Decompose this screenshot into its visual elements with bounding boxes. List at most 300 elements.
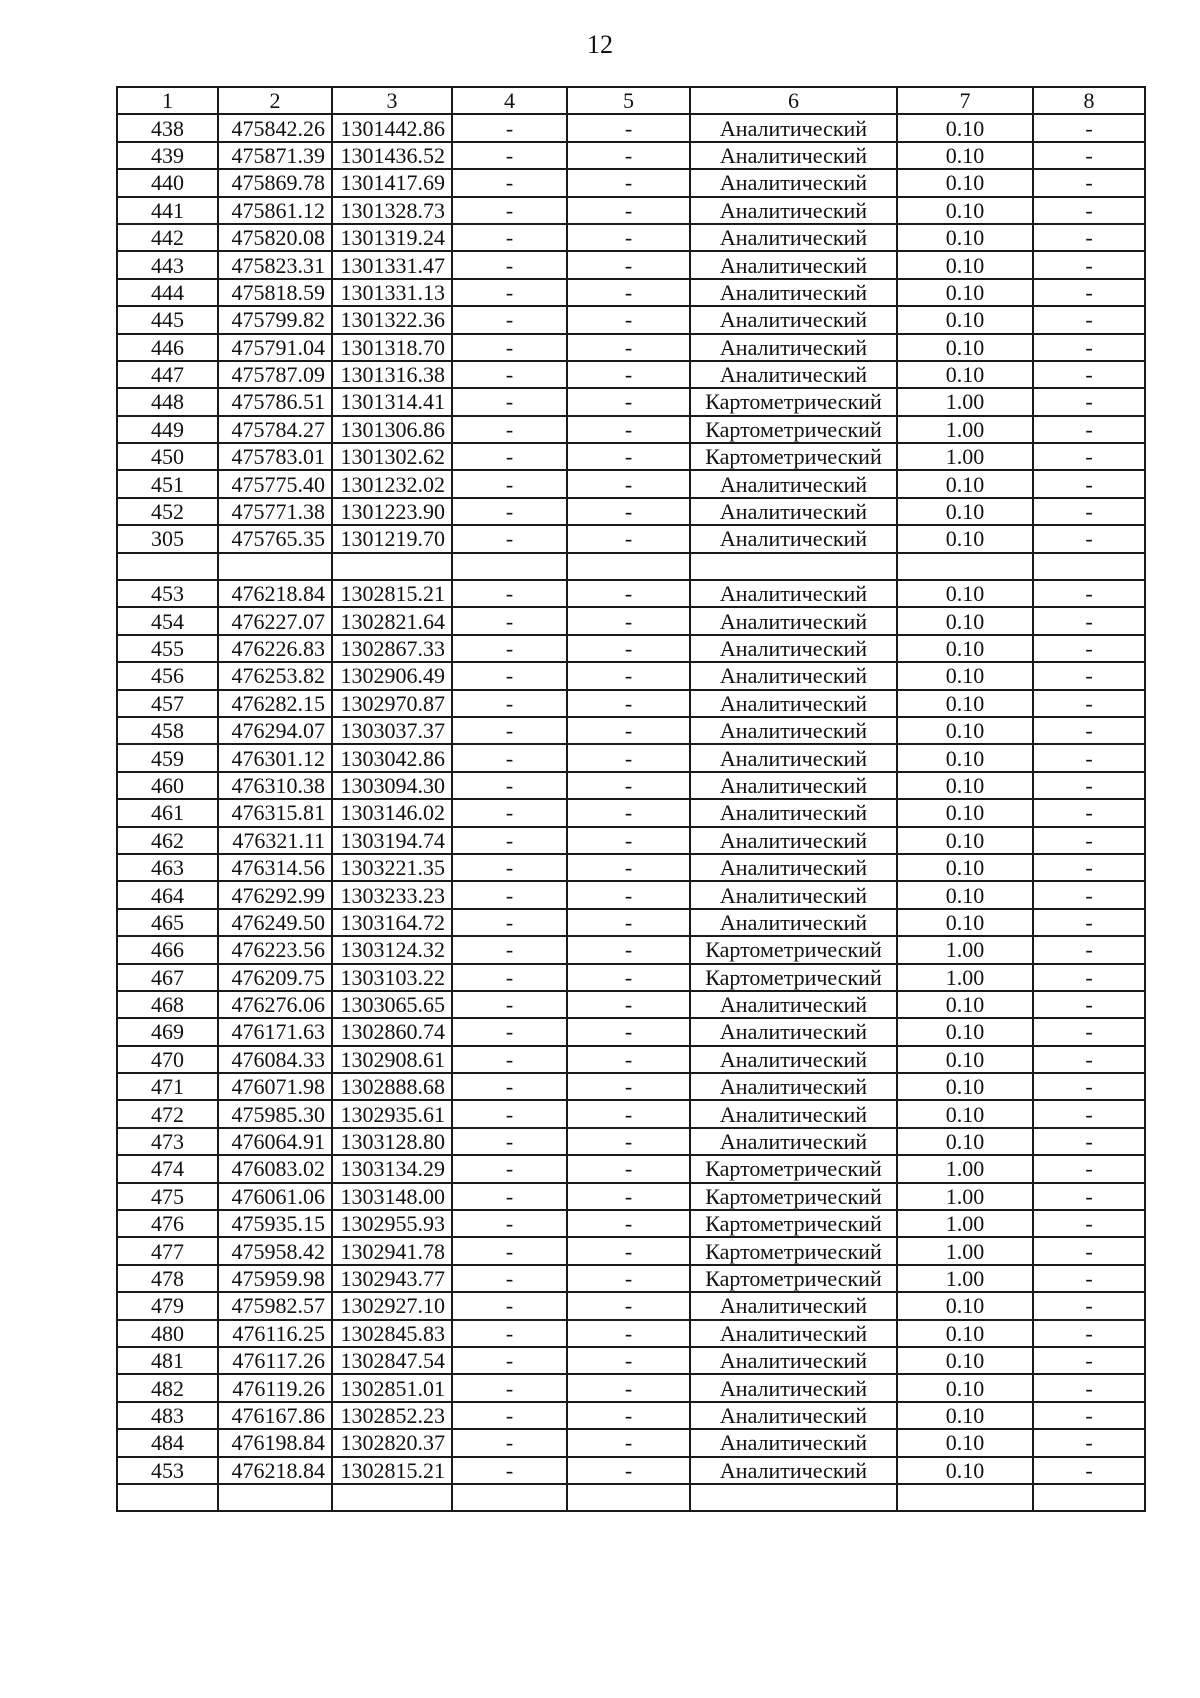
col-8-cell: - bbox=[1033, 306, 1145, 333]
point-number-cell: 484 bbox=[117, 1429, 218, 1456]
y-coordinate-cell: 1301316.38 bbox=[332, 361, 452, 388]
col-8-cell: - bbox=[1033, 197, 1145, 224]
method-cell: Аналитический bbox=[690, 1347, 897, 1374]
point-number-cell: 462 bbox=[117, 827, 218, 854]
col-5-cell: - bbox=[567, 1155, 690, 1182]
x-coordinate-cell: 476218.84 bbox=[218, 1457, 332, 1484]
table-row bbox=[117, 279, 1145, 306]
precision-cell: 0.10 bbox=[897, 580, 1033, 607]
col-5-cell: - bbox=[567, 827, 690, 854]
precision-cell: 0.10 bbox=[897, 772, 1033, 799]
point-number-cell: 475 bbox=[117, 1183, 218, 1210]
column-header-7: 7 bbox=[897, 87, 1033, 114]
col-4-cell: - bbox=[452, 936, 567, 963]
col-5-cell: - bbox=[567, 1046, 690, 1073]
col-4-cell: - bbox=[452, 251, 567, 278]
x-coordinate-cell bbox=[218, 1484, 332, 1511]
x-coordinate-cell: 476209.75 bbox=[218, 964, 332, 991]
table-row bbox=[117, 251, 1145, 278]
col-8-cell: - bbox=[1033, 1320, 1145, 1347]
point-number-cell: 458 bbox=[117, 717, 218, 744]
col-4-cell: - bbox=[452, 279, 567, 306]
x-coordinate-cell: 476314.56 bbox=[218, 854, 332, 881]
x-coordinate-cell: 476117.26 bbox=[218, 1347, 332, 1374]
col-8-cell: - bbox=[1033, 334, 1145, 361]
y-coordinate-cell: 1303065.65 bbox=[332, 991, 452, 1018]
col-5-cell: - bbox=[567, 1210, 690, 1237]
precision-cell: 0.10 bbox=[897, 142, 1033, 169]
x-coordinate-cell: 476064.91 bbox=[218, 1128, 332, 1155]
precision-cell: 0.10 bbox=[897, 525, 1033, 552]
x-coordinate-cell: 475958.42 bbox=[218, 1237, 332, 1264]
col-8-cell: - bbox=[1033, 498, 1145, 525]
table-row bbox=[117, 744, 1145, 771]
point-number-cell: 476 bbox=[117, 1210, 218, 1237]
method-cell: Аналитический bbox=[690, 1429, 897, 1456]
col-5-cell: - bbox=[567, 1265, 690, 1292]
col-4-cell: - bbox=[452, 306, 567, 333]
column-header-6: 6 bbox=[690, 87, 897, 114]
col-4-cell bbox=[452, 1484, 567, 1511]
method-cell: Картометрический bbox=[690, 1183, 897, 1210]
x-coordinate-cell: 475786.51 bbox=[218, 388, 332, 415]
precision-cell: 0.10 bbox=[897, 1046, 1033, 1073]
table-row bbox=[117, 114, 1145, 141]
y-coordinate-cell bbox=[332, 1484, 452, 1511]
col-4-cell: - bbox=[452, 443, 567, 470]
col-8-cell: - bbox=[1033, 1210, 1145, 1237]
x-coordinate-cell: 476226.83 bbox=[218, 635, 332, 662]
col-5-cell: - bbox=[567, 964, 690, 991]
point-number-cell: 446 bbox=[117, 334, 218, 361]
method-cell: Аналитический bbox=[690, 1073, 897, 1100]
col-4-cell: - bbox=[452, 854, 567, 881]
table-row bbox=[117, 142, 1145, 169]
precision-cell: 0.10 bbox=[897, 1100, 1033, 1127]
precision-cell: 0.10 bbox=[897, 470, 1033, 497]
point-number-cell: 451 bbox=[117, 470, 218, 497]
x-coordinate-cell: 476084.33 bbox=[218, 1046, 332, 1073]
table-row bbox=[117, 1128, 1145, 1155]
y-coordinate-cell: 1301318.70 bbox=[332, 334, 452, 361]
y-coordinate-cell: 1302935.61 bbox=[332, 1100, 452, 1127]
precision-cell: 0.10 bbox=[897, 1128, 1033, 1155]
col-8-cell: - bbox=[1033, 1265, 1145, 1292]
col-8-cell: - bbox=[1033, 1237, 1145, 1264]
col-8-cell: - bbox=[1033, 607, 1145, 634]
method-cell: Аналитический bbox=[690, 197, 897, 224]
x-coordinate-cell: 476116.25 bbox=[218, 1320, 332, 1347]
precision-cell: 0.10 bbox=[897, 114, 1033, 141]
point-number-cell: 473 bbox=[117, 1128, 218, 1155]
method-cell: Картометрический bbox=[690, 1237, 897, 1264]
col-5-cell bbox=[567, 553, 690, 580]
col-5-cell: - bbox=[567, 498, 690, 525]
method-cell: Картометрический bbox=[690, 388, 897, 415]
method-cell: Аналитический bbox=[690, 525, 897, 552]
col-8-cell: - bbox=[1033, 1374, 1145, 1401]
col-4-cell: - bbox=[452, 909, 567, 936]
method-cell: Аналитический bbox=[690, 224, 897, 251]
table-row bbox=[117, 799, 1145, 826]
method-cell: Аналитический bbox=[690, 580, 897, 607]
method-cell: Аналитический bbox=[690, 1402, 897, 1429]
x-coordinate-cell: 476292.99 bbox=[218, 881, 332, 908]
col-8-cell: - bbox=[1033, 1402, 1145, 1429]
method-cell: Аналитический bbox=[690, 169, 897, 196]
y-coordinate-cell: 1303094.30 bbox=[332, 772, 452, 799]
point-number-cell: 440 bbox=[117, 169, 218, 196]
point-number-cell: 472 bbox=[117, 1100, 218, 1127]
y-coordinate-cell: 1302955.93 bbox=[332, 1210, 452, 1237]
point-number-cell: 456 bbox=[117, 662, 218, 689]
col-8-cell: - bbox=[1033, 388, 1145, 415]
col-5-cell: - bbox=[567, 717, 690, 744]
method-cell: Картометрический bbox=[690, 443, 897, 470]
method-cell: Картометрический bbox=[690, 1155, 897, 1182]
x-coordinate-cell: 475775.40 bbox=[218, 470, 332, 497]
y-coordinate-cell: 1302908.61 bbox=[332, 1046, 452, 1073]
y-coordinate-cell: 1301232.02 bbox=[332, 470, 452, 497]
col-4-cell: - bbox=[452, 1073, 567, 1100]
col-5-cell: - bbox=[567, 662, 690, 689]
precision-cell: 0.10 bbox=[897, 1374, 1033, 1401]
col-5-cell: - bbox=[567, 1457, 690, 1484]
col-8-cell: - bbox=[1033, 1347, 1145, 1374]
col-4-cell: - bbox=[452, 607, 567, 634]
col-8-cell: - bbox=[1033, 964, 1145, 991]
method-cell bbox=[690, 1484, 897, 1511]
col-4-cell: - bbox=[452, 1018, 567, 1045]
col-5-cell: - bbox=[567, 854, 690, 881]
precision-cell: 0.10 bbox=[897, 334, 1033, 361]
point-number-cell: 454 bbox=[117, 607, 218, 634]
column-header-4: 4 bbox=[452, 87, 567, 114]
point-number-cell: 478 bbox=[117, 1265, 218, 1292]
point-number-cell: 482 bbox=[117, 1374, 218, 1401]
col-4-cell: - bbox=[452, 964, 567, 991]
y-coordinate-cell: 1301442.86 bbox=[332, 114, 452, 141]
y-coordinate-cell: 1302906.49 bbox=[332, 662, 452, 689]
col-4-cell: - bbox=[452, 1292, 567, 1319]
method-cell: Картометрический bbox=[690, 1210, 897, 1237]
col-8-cell: - bbox=[1033, 470, 1145, 497]
point-number-cell: 439 bbox=[117, 142, 218, 169]
method-cell: Аналитический bbox=[690, 799, 897, 826]
col-8-cell: - bbox=[1033, 799, 1145, 826]
method-cell: Аналитический bbox=[690, 114, 897, 141]
point-number-cell: 443 bbox=[117, 251, 218, 278]
x-coordinate-cell: 475791.04 bbox=[218, 334, 332, 361]
method-cell: Аналитический bbox=[690, 1128, 897, 1155]
x-coordinate-cell: 476253.82 bbox=[218, 662, 332, 689]
point-number-cell: 460 bbox=[117, 772, 218, 799]
col-8-cell: - bbox=[1033, 443, 1145, 470]
col-8-cell: - bbox=[1033, 991, 1145, 1018]
point-number-cell: 459 bbox=[117, 744, 218, 771]
col-4-cell: - bbox=[452, 1320, 567, 1347]
method-cell: Аналитический bbox=[690, 142, 897, 169]
precision-cell: 0.10 bbox=[897, 991, 1033, 1018]
method-cell: Аналитический bbox=[690, 690, 897, 717]
point-number-cell: 471 bbox=[117, 1073, 218, 1100]
col-4-cell: - bbox=[452, 1374, 567, 1401]
col-4-cell: - bbox=[452, 881, 567, 908]
y-coordinate-cell: 1303194.74 bbox=[332, 827, 452, 854]
y-coordinate-cell: 1301328.73 bbox=[332, 197, 452, 224]
col-4-cell: - bbox=[452, 1265, 567, 1292]
x-coordinate-cell: 476071.98 bbox=[218, 1073, 332, 1100]
x-coordinate-cell: 476198.84 bbox=[218, 1429, 332, 1456]
point-number-cell: 452 bbox=[117, 498, 218, 525]
col-5-cell: - bbox=[567, 279, 690, 306]
point-number-cell bbox=[117, 1484, 218, 1511]
x-coordinate-cell: 476167.86 bbox=[218, 1402, 332, 1429]
x-coordinate-cell: 476301.12 bbox=[218, 744, 332, 771]
col-8-cell: - bbox=[1033, 827, 1145, 854]
table-row bbox=[117, 580, 1145, 607]
table-row bbox=[117, 1210, 1145, 1237]
table-body bbox=[117, 87, 1145, 1511]
y-coordinate-cell: 1301331.47 bbox=[332, 251, 452, 278]
col-4-cell: - bbox=[452, 1128, 567, 1155]
col-4-cell: - bbox=[452, 1237, 567, 1264]
col-4-cell: - bbox=[452, 1210, 567, 1237]
precision-cell: 1.00 bbox=[897, 388, 1033, 415]
method-cell: Аналитический bbox=[690, 498, 897, 525]
col-8-cell: - bbox=[1033, 1155, 1145, 1182]
table-row bbox=[117, 717, 1145, 744]
x-coordinate-cell: 475799.82 bbox=[218, 306, 332, 333]
table-row bbox=[117, 772, 1145, 799]
precision-cell: 0.10 bbox=[897, 799, 1033, 826]
precision-cell: 0.10 bbox=[897, 1292, 1033, 1319]
x-coordinate-cell: 476294.07 bbox=[218, 717, 332, 744]
col-5-cell: - bbox=[567, 580, 690, 607]
x-coordinate-cell: 476315.81 bbox=[218, 799, 332, 826]
table-row bbox=[117, 1265, 1145, 1292]
x-coordinate-cell: 476321.11 bbox=[218, 827, 332, 854]
col-8-cell: - bbox=[1033, 717, 1145, 744]
x-coordinate-cell: 475784.27 bbox=[218, 416, 332, 443]
point-number-cell: 465 bbox=[117, 909, 218, 936]
col-5-cell: - bbox=[567, 690, 690, 717]
method-cell: Аналитический bbox=[690, 662, 897, 689]
col-5-cell: - bbox=[567, 114, 690, 141]
precision-cell: 0.10 bbox=[897, 1402, 1033, 1429]
col-8-cell bbox=[1033, 1484, 1145, 1511]
y-coordinate-cell: 1302860.74 bbox=[332, 1018, 452, 1045]
method-cell: Аналитический bbox=[690, 1457, 897, 1484]
y-coordinate-cell: 1302941.78 bbox=[332, 1237, 452, 1264]
col-4-cell: - bbox=[452, 334, 567, 361]
col-5-cell: - bbox=[567, 799, 690, 826]
col-4-cell: - bbox=[452, 991, 567, 1018]
col-5-cell: - bbox=[567, 744, 690, 771]
method-cell: Аналитический bbox=[690, 1292, 897, 1319]
col-8-cell: - bbox=[1033, 662, 1145, 689]
x-coordinate-cell: 476276.06 bbox=[218, 991, 332, 1018]
method-cell: Аналитический bbox=[690, 772, 897, 799]
table-row bbox=[117, 553, 1145, 580]
precision-cell: 1.00 bbox=[897, 964, 1033, 991]
table-row bbox=[117, 1018, 1145, 1045]
method-cell: Аналитический bbox=[690, 909, 897, 936]
col-8-cell: - bbox=[1033, 936, 1145, 963]
col-5-cell: - bbox=[567, 991, 690, 1018]
col-8-cell: - bbox=[1033, 416, 1145, 443]
col-5-cell: - bbox=[567, 443, 690, 470]
col-8-cell: - bbox=[1033, 1100, 1145, 1127]
x-coordinate-cell: 476119.26 bbox=[218, 1374, 332, 1401]
table-row bbox=[117, 1457, 1145, 1484]
x-coordinate-cell: 475861.12 bbox=[218, 197, 332, 224]
precision-cell: 0.10 bbox=[897, 1018, 1033, 1045]
col-8-cell: - bbox=[1033, 881, 1145, 908]
x-coordinate-cell: 475818.59 bbox=[218, 279, 332, 306]
col-4-cell: - bbox=[452, 1183, 567, 1210]
col-5-cell: - bbox=[567, 1073, 690, 1100]
method-cell: Аналитический bbox=[690, 717, 897, 744]
column-header-1: 1 bbox=[117, 87, 218, 114]
column-header-8: 8 bbox=[1033, 87, 1145, 114]
col-4-cell: - bbox=[452, 827, 567, 854]
col-5-cell: - bbox=[567, 388, 690, 415]
y-coordinate-cell: 1301314.41 bbox=[332, 388, 452, 415]
y-coordinate-cell: 1302820.37 bbox=[332, 1429, 452, 1456]
col-5-cell: - bbox=[567, 169, 690, 196]
col-8-cell: - bbox=[1033, 114, 1145, 141]
col-4-cell: - bbox=[452, 690, 567, 717]
precision-cell: 0.10 bbox=[897, 827, 1033, 854]
point-number-cell: 479 bbox=[117, 1292, 218, 1319]
col-8-cell: - bbox=[1033, 361, 1145, 388]
method-cell: Картометрический bbox=[690, 416, 897, 443]
col-5-cell: - bbox=[567, 1237, 690, 1264]
point-number-cell: 483 bbox=[117, 1402, 218, 1429]
table-row bbox=[117, 498, 1145, 525]
precision-cell: 0.10 bbox=[897, 635, 1033, 662]
col-4-cell: - bbox=[452, 197, 567, 224]
col-5-cell: - bbox=[567, 1128, 690, 1155]
y-coordinate-cell: 1303103.22 bbox=[332, 964, 452, 991]
col-5-cell: - bbox=[567, 525, 690, 552]
col-5-cell: - bbox=[567, 142, 690, 169]
x-coordinate-cell: 476249.50 bbox=[218, 909, 332, 936]
method-cell: Аналитический bbox=[690, 279, 897, 306]
table-row bbox=[117, 224, 1145, 251]
col-8-cell: - bbox=[1033, 1128, 1145, 1155]
col-8-cell: - bbox=[1033, 279, 1145, 306]
col-8-cell: - bbox=[1033, 854, 1145, 881]
col-4-cell: - bbox=[452, 1046, 567, 1073]
method-cell: Аналитический bbox=[690, 1320, 897, 1347]
table-row bbox=[117, 936, 1145, 963]
col-8-cell bbox=[1033, 553, 1145, 580]
y-coordinate-cell: 1301436.52 bbox=[332, 142, 452, 169]
table-row bbox=[117, 197, 1145, 224]
table-row bbox=[117, 334, 1145, 361]
table-row bbox=[117, 827, 1145, 854]
point-number-cell: 441 bbox=[117, 197, 218, 224]
table-row bbox=[117, 991, 1145, 1018]
y-coordinate-cell: 1301319.24 bbox=[332, 224, 452, 251]
method-cell: Аналитический bbox=[690, 1018, 897, 1045]
x-coordinate-cell: 475771.38 bbox=[218, 498, 332, 525]
col-4-cell: - bbox=[452, 470, 567, 497]
precision-cell bbox=[897, 1484, 1033, 1511]
col-5-cell: - bbox=[567, 224, 690, 251]
precision-cell: 1.00 bbox=[897, 936, 1033, 963]
precision-cell bbox=[897, 553, 1033, 580]
method-cell: Картометрический bbox=[690, 936, 897, 963]
table-row bbox=[117, 690, 1145, 717]
col-5-cell: - bbox=[567, 306, 690, 333]
col-4-cell: - bbox=[452, 1457, 567, 1484]
y-coordinate-cell: 1302845.83 bbox=[332, 1320, 452, 1347]
col-5-cell: - bbox=[567, 334, 690, 361]
y-coordinate-cell: 1301417.69 bbox=[332, 169, 452, 196]
col-5-cell: - bbox=[567, 936, 690, 963]
precision-cell: 0.10 bbox=[897, 197, 1033, 224]
x-coordinate-cell bbox=[218, 553, 332, 580]
precision-cell: 0.10 bbox=[897, 361, 1033, 388]
col-5-cell: - bbox=[567, 1292, 690, 1319]
point-number-cell: 457 bbox=[117, 690, 218, 717]
y-coordinate-cell: 1303146.02 bbox=[332, 799, 452, 826]
x-coordinate-cell: 476227.07 bbox=[218, 607, 332, 634]
point-number-cell: 438 bbox=[117, 114, 218, 141]
x-coordinate-cell: 475823.31 bbox=[218, 251, 332, 278]
table-row bbox=[117, 1292, 1145, 1319]
col-5-cell: - bbox=[567, 1347, 690, 1374]
y-coordinate-cell: 1303221.35 bbox=[332, 854, 452, 881]
point-number-cell: 305 bbox=[117, 525, 218, 552]
col-4-cell: - bbox=[452, 1100, 567, 1127]
col-5-cell: - bbox=[567, 607, 690, 634]
point-number-cell: 450 bbox=[117, 443, 218, 470]
point-number-cell: 455 bbox=[117, 635, 218, 662]
col-4-cell: - bbox=[452, 498, 567, 525]
precision-cell: 0.10 bbox=[897, 881, 1033, 908]
method-cell: Аналитический bbox=[690, 361, 897, 388]
col-5-cell: - bbox=[567, 416, 690, 443]
col-8-cell: - bbox=[1033, 1073, 1145, 1100]
method-cell: Аналитический bbox=[690, 306, 897, 333]
table-row bbox=[117, 964, 1145, 991]
table-row bbox=[117, 1484, 1145, 1511]
y-coordinate-cell: 1302847.54 bbox=[332, 1347, 452, 1374]
col-4-cell: - bbox=[452, 635, 567, 662]
table-row bbox=[117, 306, 1145, 333]
precision-cell: 0.10 bbox=[897, 1073, 1033, 1100]
precision-cell: 1.00 bbox=[897, 1237, 1033, 1264]
y-coordinate-cell: 1303128.80 bbox=[332, 1128, 452, 1155]
table-row bbox=[117, 1429, 1145, 1456]
point-number-cell: 464 bbox=[117, 881, 218, 908]
y-coordinate-cell: 1303134.29 bbox=[332, 1155, 452, 1182]
y-coordinate-cell: 1301322.36 bbox=[332, 306, 452, 333]
point-number-cell: 448 bbox=[117, 388, 218, 415]
x-coordinate-cell: 475935.15 bbox=[218, 1210, 332, 1237]
point-number-cell: 481 bbox=[117, 1347, 218, 1374]
col-8-cell: - bbox=[1033, 1457, 1145, 1484]
y-coordinate-cell: 1302851.01 bbox=[332, 1374, 452, 1401]
col-5-cell: - bbox=[567, 909, 690, 936]
col-5-cell: - bbox=[567, 1183, 690, 1210]
y-coordinate-cell: 1301223.90 bbox=[332, 498, 452, 525]
col-5-cell: - bbox=[567, 1320, 690, 1347]
